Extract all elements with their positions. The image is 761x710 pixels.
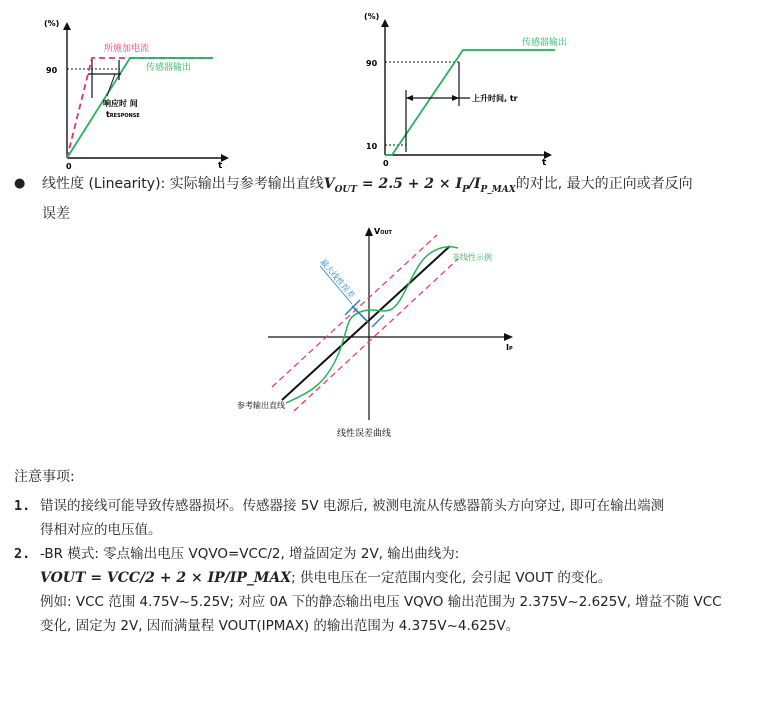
fig1-origin: 0 [66,162,72,170]
t-response-label: tRESPONSE [106,110,140,119]
lower-error-bound [294,259,458,411]
reference-line-label: 参考输出直线 [237,401,285,410]
linearity-text-line2: 误差 [42,205,70,222]
fig1-y-tick-90: 90 [46,66,58,75]
reference-line [282,246,450,400]
fig1-y-unit: (%) [44,19,60,28]
max-error-marker [352,306,368,322]
note-2-line2 [40,566,755,590]
response-time-label: 响应时 间 [103,99,138,108]
eq-rhs-b: /I [468,176,481,192]
note-2-equation: VOUT = VCC/2 + 2 × IP/IP_MAX [40,570,292,586]
rise-time-label: 上升时间, tr [472,94,518,103]
eq-rhs-sub1: P [462,184,469,195]
bullet-dot: ● [14,176,26,191]
upper-error-bound [272,235,437,387]
fig2-y-tick-10: 10 [366,142,378,151]
applied-current-label: 所施加电流 [104,44,150,54]
fig3-x-label: IP [506,343,513,352]
fig3-y-arrow [365,227,373,236]
fig3-y-label: VOUT [374,227,392,236]
note-2-line4: 变化, 固定为 2V, 因而满量程 VOUT(IPMAX) 的输出范围为 4.375V~4.625V。 [40,618,520,634]
note-2-line1: -BR 模式: 零点输出电压 VQVO=VCC/2, 增益固定为 2V, 输出曲线为: [40,546,460,562]
linearity-text-after: 的对比, 最大的正向或者反向 [515,176,693,192]
fig2-y-unit: (%) [364,12,380,21]
note-1-line1: 错误的接线可能导致传感器损坏。传感器接 5V 电源后, 被测电流从传感器箭头方向穿过, 即可在输出端测 [40,498,665,514]
note-1-line2: 得相对应的电压值。 [40,522,162,538]
fig2-x-unit: t [542,158,547,168]
note-1-number: 1. [14,498,31,514]
fig2-sensor-output-label: 传感器输出 [522,38,568,48]
eq-lhs: V [323,176,335,192]
note-2-eq-after: ; 供电电压在一定范围内变化, 会引起 VOUT 的变化。 [291,570,612,586]
note-2-number: 2. [14,546,31,562]
eq-rhs-a: = 2.5 + 2 × I [356,176,463,192]
fig2-origin: 0 [383,159,389,168]
note-2-body [40,542,755,638]
eq-lhs-sub: OUT [334,184,357,195]
fig1-x-unit: t [218,161,223,170]
notes-title: 注意事项: [14,469,75,485]
max-error-label: 最大线性误差 [318,257,357,301]
note-1-body [40,494,755,542]
nonlinear-curve [286,247,458,403]
linearity-text-before: 线性度 (Linearity): 实际输出与参考输出直线 [42,176,324,192]
fig1-sensor-output-label: 传感器输出 [146,63,192,73]
eq-rhs-sub2: P_MAX [480,184,516,195]
nonlinear-example-label: 非线性示例 [452,253,492,262]
fig3-caption: 线性误差曲线 [337,429,392,439]
fig3-x-arrow [504,333,513,341]
fig2-y-tick-90: 90 [366,59,378,68]
note-2-line3: 例如: VCC 范围 4.75V~5.25V; 对应 0A 下的静态输出电压 VQVO 输出范围为 2.375V~2.625V, 增益不随 VCC [40,594,722,610]
